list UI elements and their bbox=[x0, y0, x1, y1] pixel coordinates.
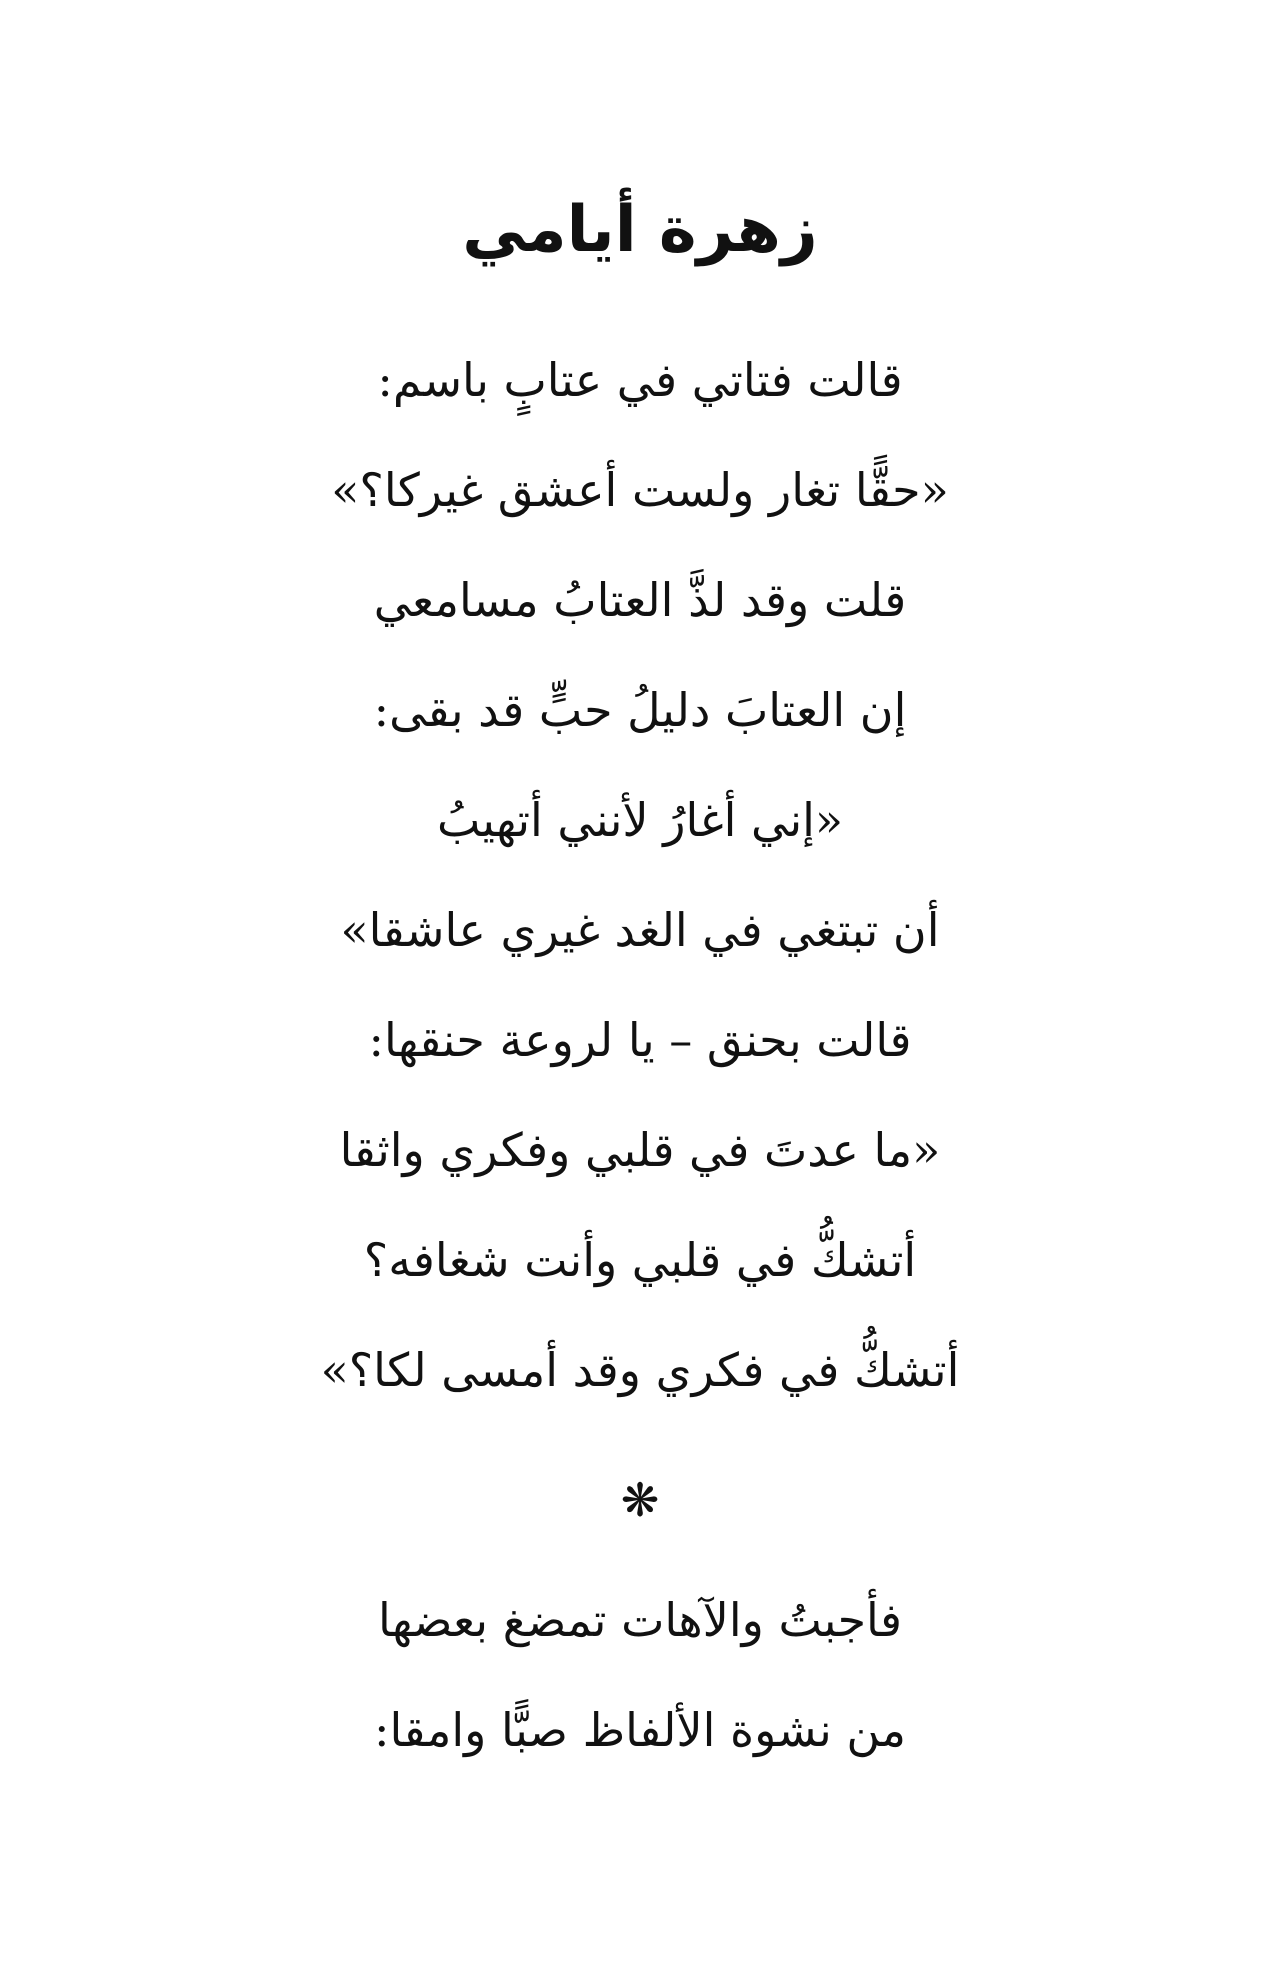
poem-line: «إني أغارُ لأنني أتهيبُ bbox=[436, 793, 844, 847]
poem-line: قلت وقد لذَّ العتابُ مسامعي bbox=[373, 573, 907, 627]
poem-line: أتشكُّ في قلبي وأنت شغافه؟ bbox=[363, 1233, 917, 1287]
poem-title: زهرة أيامي bbox=[462, 193, 818, 267]
poem-line: أن تبتغي في الغد غيري عاشقا» bbox=[340, 903, 940, 957]
stanza-separator-ornament: ❋ bbox=[620, 1473, 660, 1527]
poem-line: أتشكُّ في فكري وقد أمسى لكا؟» bbox=[320, 1343, 960, 1397]
poem-line: من نشوة الألفاظ صبًّا وامقا: bbox=[373, 1703, 907, 1757]
poem-line: قالت بحنق – يا لروعة حنقها: bbox=[368, 1013, 912, 1067]
poem-line: إن العتابَ دليلُ حبٍّ قد بقى: bbox=[373, 683, 907, 737]
poem-line: «ما عدتَ في قلبي وفكري واثقا bbox=[339, 1123, 941, 1177]
poem-line: «حقًّا تغار ولست أعشق غيركا؟» bbox=[331, 463, 949, 517]
poem-line: فأجبتُ والآهات تمضغ بعضها bbox=[377, 1593, 903, 1647]
poem-line: قالت فتاتي في عتابٍ باسم: bbox=[377, 353, 903, 407]
